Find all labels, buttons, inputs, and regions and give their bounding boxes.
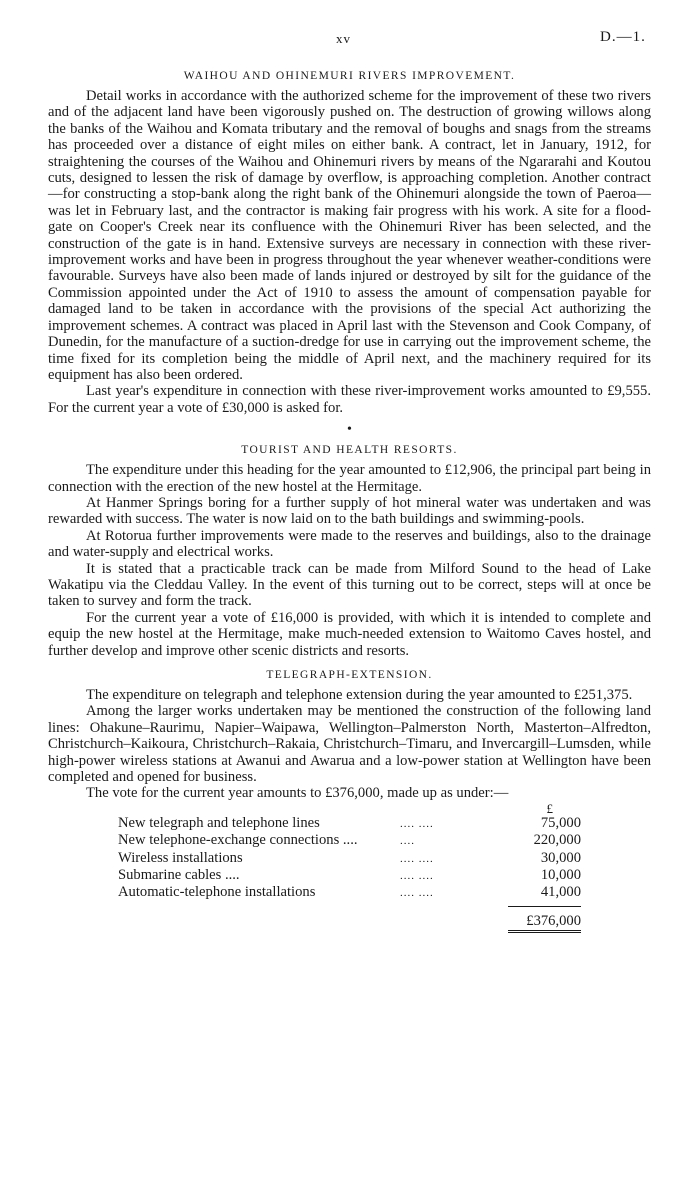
paragraph: The expenditure on telegraph and telephone extension during the year amounted to £251,375. [86,687,633,703]
dot-leader: .... .... [400,887,434,900]
table-row [118,815,581,832]
paragraph: The vote for the current year amounts to £376,000, made up as under:— [86,785,509,802]
page-number: xv [336,31,351,46]
dot-leader: .... .... [400,870,434,883]
paragraph: Last year's expenditure in connection with these river-improvement works amounted to £9,555. For the current year a vote of £30,000 is asked for. [48,383,651,416]
row-amount: 30,000 [540,849,581,866]
section-heading-tourist: TOURIST AND HEALTH RESORTS. [241,444,458,457]
row-amount: 220,000 [533,832,581,849]
section-heading-telegraph: TELEGRAPH-EXTENSION. [266,669,433,681]
table-row [118,884,581,901]
table-row [118,850,581,867]
row-label: New telephone-exchange connections .... [118,832,358,849]
document-reference: D.—1. [600,29,646,45]
paragraph: Detail works in accordance with the authorized scheme for the improvement of these two rivers and of the adjacent land have been vigorously pushed on. The destruction of growing willows along the banks of the Waihou and Komata tributary and the removal of boughs and snags from the streams has proceeded over a distance of eight miles on either bank. A contract, let in January, 1912, for straightening the courses of the Waihou and Ohinemuri rivers by means of the Ngararahi and Koutou cuts, designed to lessen the risk of damage by overflow, is approaching completion. Another contract—for constructing a stop-bank along the right bank of the Ohinemuri alongside the town of Paeroa—was let in February last, and the contractor is making fair progress with his work. A site for a flood-gate on Cooper's Creek near its confluence with the Ohinemuri River has been selected, and the construction of the gate is in hand. Extensive surveys are necessary in connection with these river-improvement works and have been in progress throughout the year whenever weather-conditions were favourable. Surveys have also been made of lands injured or destroyed by silt for the guidance of the Commission appointed under the Act of 1910 to assess the amount of compensation payable for damaged land to be taken in accordance with the provisions of the special Act authorizing the improvement schemes. A contract was placed in April last with the Stevenson and Cook Company, of Dunedin, for the manufacture of a suction-dredge for use in carrying out the improvement scheme, the time fixed for its completion being the middle of April next, and the machinery required for its equipment has also been ordered. [48,88,651,383]
row-amount: 75,000 [540,814,581,831]
paragraph: It is stated that a practicable track can be made from Milford Sound to the head of Lake Wakatipu via the Cleddau Valley. In the event of this turning out to be correct, steps will at once be taken to survey and form the track. [48,560,651,610]
dot-leader: .... [400,835,415,848]
section-heading-waihou: WAIHOU AND OHINEMURI RIVERS IMPROVEMENT. [183,70,516,82]
dot-leader: .... .... [400,817,434,830]
paragraph: At Hanmer Springs boring for a further supply of hot mineral water was undertaken and was rewarded with success. The water is now laid on to the bath buildings and swimming-pools. [48,494,651,528]
total-row [118,913,581,933]
table-row [118,867,581,884]
row-amount: 41,000 [540,884,581,901]
row-label: Wireless installations [118,849,243,866]
row-label: New telegraph and telephone lines [118,814,320,831]
bullet-mark: • [347,422,352,438]
sum-rule [508,906,581,907]
row-label: Submarine cables .... [118,867,240,884]
table-row [118,832,581,849]
currency-unit: £ [546,800,553,816]
paragraph: For the current year a vote of £16,000 is provided, with which it is intended to complete and equip the new hostel at the Hermitage, make much-needed extension to Waitomo Caves hostel, and further develop and improve other scenic districts and resorts. [48,609,651,659]
row-amount: 10,000 [540,867,581,884]
vote-total: £376,000 [508,913,581,933]
paragraph: Among the larger works undertaken may be mentioned the construction of the following land lines: Ohakune–Raurimu, Napier–Waipawa, Wellington–Palmerston North, Masterton–Alfredton, Christchurch–Kaikoura, Christchurch–Rakaia, Christchurch–Timaru, and Invercargill–Lumsden, while high-power wireless stations at Awanui and Awarua and a low-power station at Wellington have been completed and opened for business. [48,703,651,786]
page-body [48,70,651,933]
dot-leader: .... .... [400,852,434,865]
paragraph: At Rotorua further improvements were made to the reserves and buildings, also to the drainage and water-supply and electrical works. [48,527,651,561]
paragraph: The expenditure under this heading for the year amounted to £12,906, the principal part being in connection with the erection of the new hostel at the Hermitage. [48,462,651,495]
vote-table [118,802,581,933]
row-label: Automatic-telephone installations [118,884,316,901]
